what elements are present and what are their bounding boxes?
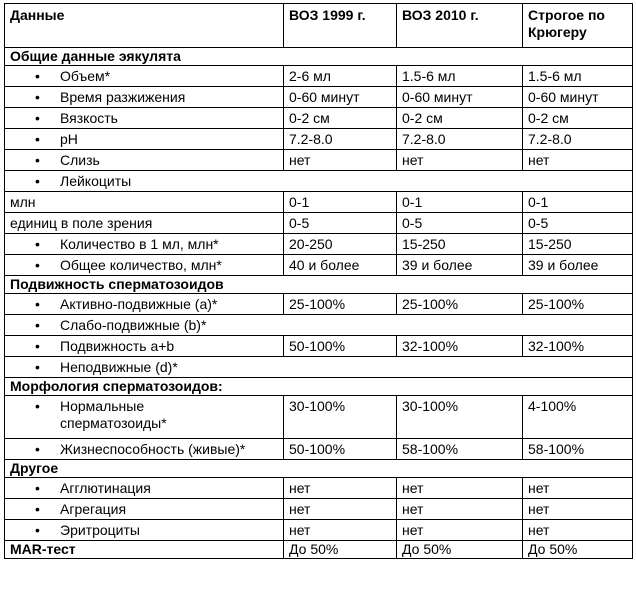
table-row — [5, 66, 633, 87]
table-cell: 2-6 мл — [284, 66, 397, 87]
section-other: Другое — [5, 460, 633, 478]
table-row — [5, 129, 633, 150]
table-cell: 0-1 — [397, 192, 523, 213]
table-cell: нет — [523, 499, 633, 520]
table-cell: 0-60 минут — [523, 87, 633, 108]
table-cell: • Слабо-подвижные (b)* — [5, 315, 633, 336]
table-cell: 0-60 минут — [284, 87, 397, 108]
table-cell: нет — [397, 478, 523, 499]
row-label: Слабо-подвижные (b)* — [60, 317, 207, 333]
table-cell: До 50% — [523, 541, 633, 559]
table-cell: • Подвижность a+b — [5, 336, 284, 357]
table-cell: нет — [397, 150, 523, 171]
header-who-1999: ВОЗ 1999 г. — [284, 4, 397, 48]
table-cell: • Агглютинация — [5, 478, 284, 499]
table-cell: единиц в поле зрения — [5, 213, 284, 234]
section-morphology: Морфология сперматозоидов: — [5, 378, 633, 396]
row-label: Эритроциты — [60, 522, 140, 538]
table-row — [5, 499, 633, 520]
table-cell: 7.2-8.0 — [397, 129, 523, 150]
table-row — [5, 171, 633, 192]
table-row — [5, 192, 633, 213]
row-label: Количество в 1 мл, млн* — [60, 236, 219, 252]
row-label: Слизь — [60, 152, 100, 168]
table-cell: 58-100% — [523, 439, 633, 460]
table-cell: 0-5 — [284, 213, 397, 234]
table-cell: 32-100% — [397, 336, 523, 357]
section-general: Общие данные эякулята — [5, 48, 633, 66]
table-cell: • Лейкоциты — [5, 171, 633, 192]
row-label: Подвижность a+b — [60, 338, 175, 354]
table-cell: • Количество в 1 мл, млн* — [5, 234, 284, 255]
table-cell: 20-250 — [284, 234, 397, 255]
table-cell: 0-2 см — [284, 108, 397, 129]
table-cell: До 50% — [284, 541, 397, 559]
semen-analysis-table — [4, 3, 633, 559]
table-cell: • Агрегация — [5, 499, 284, 520]
table-cell: • Вязкость — [5, 108, 284, 129]
table-cell: 7.2-8.0 — [523, 129, 633, 150]
header-kruger — [523, 4, 633, 48]
header-kruger-line2: Крюгеру — [528, 24, 587, 40]
table-row — [5, 255, 633, 276]
table-cell: • Объем* — [5, 66, 284, 87]
row-label: Агрегация — [60, 501, 127, 517]
table-cell: 0-60 минут — [397, 87, 523, 108]
row-label: Общее количество, млн* — [60, 257, 222, 273]
header-who-2010: ВОЗ 2010 г. — [397, 4, 523, 48]
table-cell: 32-100% — [523, 336, 633, 357]
table-cell: 15-250 — [397, 234, 523, 255]
row-label: сперматозоиды* — [60, 415, 167, 431]
row-label: Лейкоциты — [60, 173, 132, 189]
table-cell: 0-2 см — [523, 108, 633, 129]
table-cell: 0-5 — [397, 213, 523, 234]
row-label: Время разжижения — [60, 89, 186, 105]
row-label: Объем* — [60, 68, 111, 84]
header-data: Данные — [5, 4, 284, 48]
table-cell: 1.5-6 мл — [523, 66, 633, 87]
table-cell: • Общее количество, млн* — [5, 255, 284, 276]
table-cell: • pH — [5, 129, 284, 150]
table-cell: • Неподвижные (d)* — [5, 357, 633, 378]
table-cell: 50-100% — [284, 439, 397, 460]
table-cell: 7.2-8.0 — [284, 129, 397, 150]
table-cell: 0-5 — [523, 213, 633, 234]
table-row — [5, 396, 633, 439]
table-row — [5, 108, 633, 129]
table-cell: млн — [5, 192, 284, 213]
table-row — [5, 234, 633, 255]
table-row — [5, 357, 633, 378]
table-cell: 39 и более — [523, 255, 633, 276]
section-motility: Подвижность сперматозоидов — [5, 276, 633, 294]
table-cell: 40 и более — [284, 255, 397, 276]
table-cell: 30-100% — [397, 396, 523, 439]
table-cell: • Эритроциты — [5, 520, 284, 541]
table-row — [5, 315, 633, 336]
table-cell: 58-100% — [397, 439, 523, 460]
row-label: pH — [60, 131, 78, 147]
table-cell: 50-100% — [284, 336, 397, 357]
row-label: Неподвижные (d)* — [60, 359, 178, 375]
table-cell: • Активно-подвижные (a)* — [5, 294, 284, 315]
header-row — [5, 4, 633, 48]
table-cell: 30-100% — [284, 396, 397, 439]
table-row — [5, 294, 633, 315]
table-cell: 0-2 см — [397, 108, 523, 129]
table-cell: нет — [397, 520, 523, 541]
table-cell: 1.5-6 мл — [397, 66, 523, 87]
row-label: Агглютинация — [60, 480, 151, 496]
table-row — [5, 150, 633, 171]
table-cell: 25-100% — [397, 294, 523, 315]
table-cell: 25-100% — [284, 294, 397, 315]
table-cell: нет — [397, 499, 523, 520]
table-row — [5, 87, 633, 108]
table-cell: 15-250 — [523, 234, 633, 255]
table-cell: нет — [284, 499, 397, 520]
table-cell: 0-1 — [284, 192, 397, 213]
table-cell: нет — [523, 150, 633, 171]
table-cell: нет — [284, 520, 397, 541]
table-cell: 39 и более — [397, 255, 523, 276]
table-cell: нет — [523, 478, 633, 499]
table-cell: нет — [284, 478, 397, 499]
table-cell: 25-100% — [523, 294, 633, 315]
table-cell: • Нормальные сперматозоиды* — [5, 396, 284, 439]
table-cell: нет — [284, 150, 397, 171]
row-label: Активно-подвижные (a)* — [60, 296, 218, 312]
table-cell: нет — [523, 520, 633, 541]
row-label: Нормальные — [60, 398, 145, 414]
table-row — [5, 478, 633, 499]
table-row — [5, 520, 633, 541]
table-cell: До 50% — [397, 541, 523, 559]
row-label: Жизнеспособность (живые)* — [60, 441, 246, 457]
table-cell: 4-100% — [523, 396, 633, 439]
table-row — [5, 213, 633, 234]
header-kruger-line1: Строгое по — [528, 7, 605, 23]
table-row — [5, 336, 633, 357]
table-cell: 0-1 — [523, 192, 633, 213]
table-cell: • Жизнеспособность (живые)* — [5, 439, 284, 460]
section-mar: MAR-тест — [5, 541, 284, 559]
table-row — [5, 439, 633, 460]
table-cell: • Слизь — [5, 150, 284, 171]
table-cell: • Время разжижения — [5, 87, 284, 108]
row-label: Вязкость — [60, 110, 118, 126]
